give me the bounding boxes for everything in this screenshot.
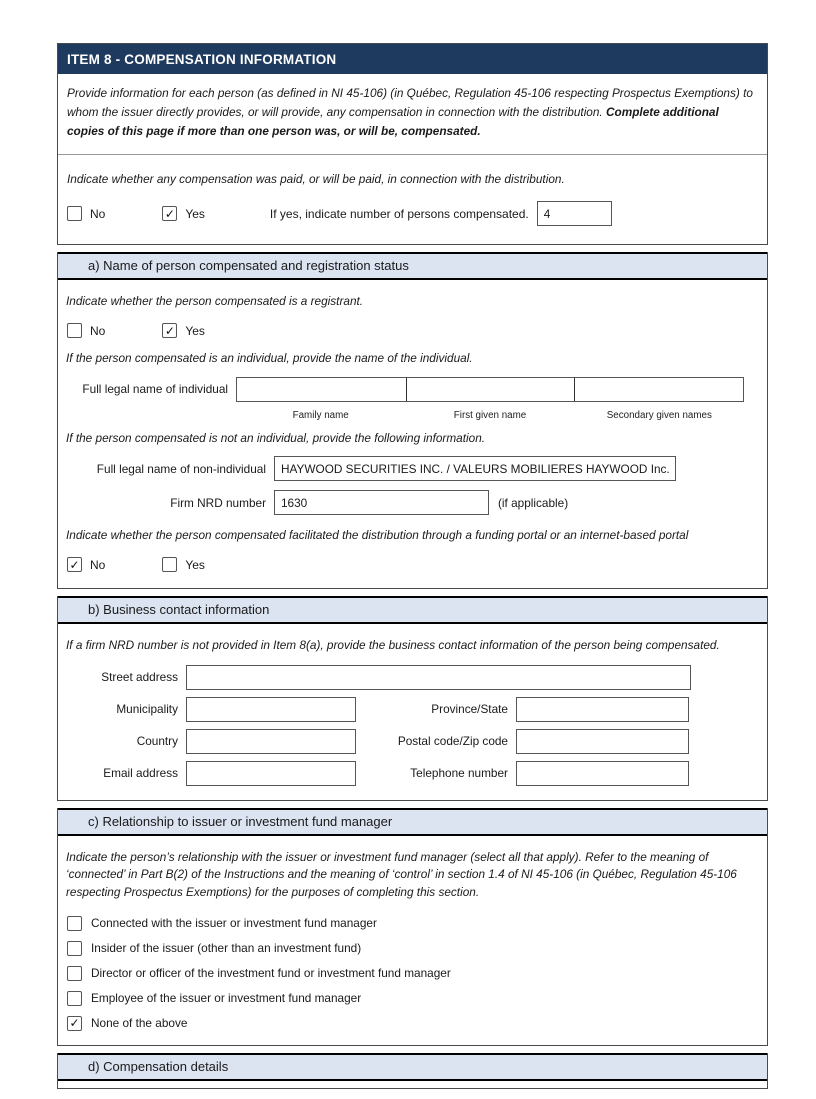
none-of-the-above-label: None of the above (91, 1016, 188, 1031)
section-d-header: d) Compensation details (58, 1053, 767, 1081)
item8-box (57, 43, 768, 245)
section-c-content (58, 836, 767, 1045)
item8-instructions-text: Provide information for each person (as defined in NI 45-106) (in Québec, Regulation 45-106 respecting Prospectus Exemptions) to whom the issuer directly provides, or will provide, any compensation in connection with the distribution. (67, 86, 753, 119)
registrant-yes-label: Yes (185, 323, 205, 338)
relationship-option-none (67, 1016, 759, 1031)
country-postal-row (64, 729, 759, 754)
persons-compensated-input[interactable] (537, 201, 612, 226)
non-individual-name-input[interactable] (274, 456, 676, 481)
relationship-prompt: Indicate the person’s relationship with the issuer or investment fund manager (select all that apply). Refer to the meaning of ‘connected’ in Part B(2) of the Instructions and the meaning of ‘control’ in section 1.4 of NI 45-106 (in Québec, Regulation 45-106 respecting Prospectus Exemptions) for the purposes of completing this section. (66, 849, 737, 900)
telephone-number-label: Telephone number (410, 766, 508, 781)
section-d-content-stub (58, 1081, 767, 1088)
portal-prompt: Indicate whether the person compensated facilitated the distribution through a funding portal or an internet-based portal (66, 528, 689, 543)
portal-no-checkbox[interactable]: ✓ (67, 557, 82, 572)
individual-name-sublabels-row (64, 408, 759, 421)
compensation-question-block (58, 155, 767, 245)
country-label: Country (136, 734, 178, 749)
form-page (57, 43, 768, 1089)
section-c (57, 808, 768, 1046)
postal-code-input[interactable] (516, 729, 689, 754)
country-input[interactable] (186, 729, 356, 754)
compensation-yes-checkbox[interactable]: ✓ (162, 206, 177, 221)
section-b-content (58, 624, 767, 800)
section-a-header: a) Name of person compensated and registration status (58, 252, 767, 280)
registrant-answer-row (67, 323, 759, 338)
street-address-row (64, 665, 759, 690)
province-state-input[interactable] (516, 697, 689, 722)
municipality-input[interactable] (186, 697, 356, 722)
first-given-name-sublabel: First given name (453, 409, 527, 421)
compensation-paid-answer-row (67, 201, 758, 226)
registrant-no-label: No (90, 323, 106, 338)
secondary-given-names-input[interactable] (574, 378, 743, 401)
insider-label: Insider of the issuer (other than an investment fund) (91, 941, 362, 956)
none-of-the-above-checkbox[interactable]: ✓ (67, 1016, 82, 1031)
compensation-no-checkbox[interactable] (67, 206, 82, 221)
section-b-header: b) Business contact information (58, 596, 767, 624)
section-c-header: c) Relationship to issuer or investment fund manager (58, 808, 767, 836)
employee-checkbox[interactable] (67, 991, 82, 1006)
family-name-input[interactable] (237, 378, 406, 401)
individual-name-row (64, 377, 759, 402)
section-d (57, 1053, 768, 1089)
connected-checkbox[interactable] (67, 916, 82, 931)
compensation-yes-label: Yes (185, 206, 205, 221)
section-a-content (58, 280, 767, 588)
postal-code-label: Postal code/Zip code (397, 734, 508, 749)
portal-yes-label: Yes (185, 557, 205, 572)
portal-yes-checkbox[interactable] (162, 557, 177, 572)
portal-answer-row (67, 557, 759, 572)
email-address-input[interactable] (186, 761, 356, 786)
compensation-paid-prompt: Indicate whether any compensation was paid, or will be paid, in connection with the distribution. (67, 171, 565, 186)
family-name-sublabel: Family name (292, 409, 349, 421)
contact-info-prompt: If a firm NRD number is not provided in Item 8(a), provide the business contact information of the person being compensated. (66, 638, 720, 653)
portal-no-label: No (90, 557, 106, 572)
insider-checkbox[interactable] (67, 941, 82, 956)
relationship-option-connected (67, 916, 759, 931)
item8-instructions-bold: Complete additional copies of this page if more than one person was, or will be, compensated. (67, 104, 719, 138)
email-telephone-row (64, 761, 759, 786)
connected-label: Connected with the issuer or investment fund manager (91, 916, 377, 931)
director-officer-checkbox[interactable] (67, 966, 82, 981)
firm-nrd-suffix: (if applicable) (498, 495, 569, 510)
section-b (57, 596, 768, 801)
secondary-given-names-sublabel: Secondary given names (606, 409, 712, 421)
compensation-no-label: No (90, 206, 106, 221)
section-a (57, 252, 768, 589)
relationship-option-insider (67, 941, 759, 956)
item8-instructions (58, 74, 767, 155)
firm-nrd-input[interactable] (274, 490, 489, 515)
non-individual-name-row (64, 456, 759, 481)
individual-prompt: If the person compensated is an individual, provide the name of the individual. (66, 351, 473, 365)
street-address-label: Street address (101, 670, 178, 685)
registrant-prompt: Indicate whether the person compensated is a registrant. (66, 294, 364, 309)
relationship-option-director (67, 966, 759, 981)
director-officer-label: Director or officer of the investment fund or investment fund manager (91, 966, 451, 981)
item8-title: ITEM 8 - COMPENSATION INFORMATION (58, 44, 767, 74)
email-address-label: Email address (103, 766, 178, 781)
municipality-label: Municipality (116, 702, 178, 717)
individual-name-label: Full legal name of individual (82, 382, 228, 397)
individual-name-input-group (236, 377, 744, 402)
persons-compensated-prompt: If yes, indicate number of persons compensated. (269, 206, 529, 221)
non-individual-name-label: Full legal name of non-individual (96, 461, 266, 476)
non-individual-prompt: If the person compensated is not an individual, provide the following information. (66, 430, 486, 445)
firm-nrd-label: Firm NRD number (170, 495, 266, 510)
firm-nrd-row (64, 490, 759, 515)
registrant-no-checkbox[interactable] (67, 323, 82, 338)
first-given-name-input[interactable] (406, 378, 575, 401)
registrant-yes-checkbox[interactable]: ✓ (162, 323, 177, 338)
individual-name-sublabels (236, 410, 744, 421)
employee-label: Employee of the issuer or investment fund manager (91, 991, 362, 1006)
municipality-province-row (64, 697, 759, 722)
relationship-option-employee (67, 991, 759, 1006)
telephone-number-input[interactable] (516, 761, 689, 786)
province-state-label: Province/State (431, 702, 508, 717)
street-address-input[interactable] (186, 665, 691, 690)
